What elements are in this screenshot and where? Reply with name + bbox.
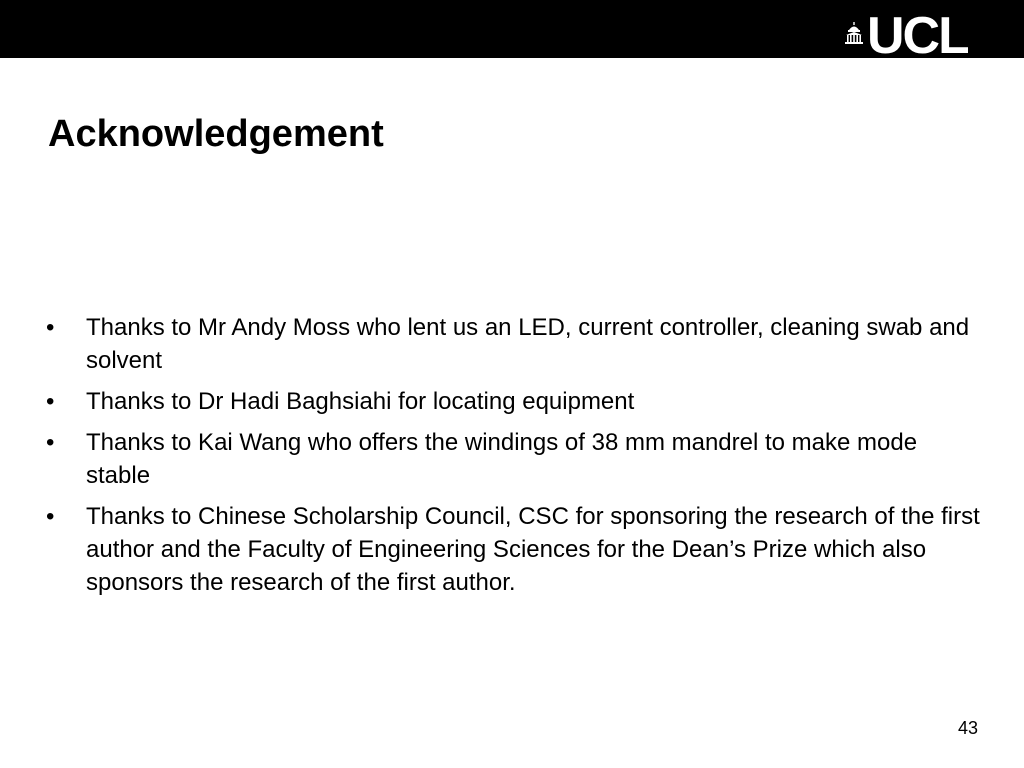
bullet-marker: •	[46, 314, 55, 341]
bullet-marker: •	[46, 429, 55, 456]
bullet-marker: •	[46, 503, 55, 530]
header-bar	[0, 0, 1024, 58]
bullet-text: Thanks to Mr Andy Moss who lent us an LED, current controller, cleaning swab and solvent	[86, 314, 970, 374]
bullet-list	[46, 311, 986, 607]
portico-icon	[845, 22, 863, 44]
slide-title: Acknowledgement	[48, 113, 384, 155]
bullet-item	[46, 385, 986, 418]
bullet-text: Thanks to Chinese Scholarship Council, CSC for sponsoring the research of the first author and the Faculty of Engineering Sciences for the Dean’s Prize which also sponsors the research of the first author.	[86, 503, 980, 596]
bullet-text: Thanks to Kai Wang who offers the windings of 38 mm mandrel to make mode stable	[86, 429, 918, 489]
bullet-item	[46, 500, 986, 599]
logo-text: UCL	[867, 14, 968, 58]
bullet-text: Thanks to Dr Hadi Baghsiahi for locating equipment	[86, 388, 635, 415]
bullet-item	[46, 426, 986, 492]
bullet-marker: •	[46, 388, 55, 415]
bullet-item	[46, 311, 986, 377]
ucl-logo	[845, 14, 995, 58]
page-number: 43	[957, 718, 978, 738]
